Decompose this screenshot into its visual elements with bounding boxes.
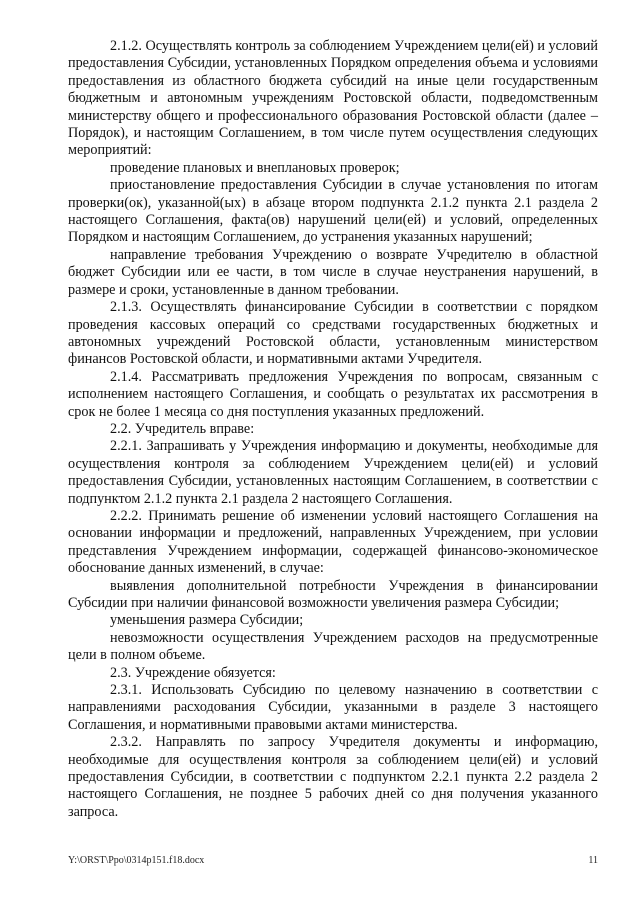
document-body: [68, 38, 598, 821]
paragraph-2-1-2: 2.1.2. Осуществлять контроль за соблюдением Учреждением цели(ей) и условий предоставления Субсидии, установленных Порядком определения объема и условиями предоставления из областного бюджета субсидий на иные цели государственным бюджетным и автономным учреждениям Ростовской области, подведомственным министерству общего и профессионального образования Ростовской области (далее – Порядок), и настоящим Соглашением, в том числе путем осуществления следующих мероприятий:: [68, 38, 598, 159]
paragraph-additional-need: выявления дополнительной потребности Учреждения в финансировании Субсидии при наличии финансовой возможности увеличения размера Субсидии;: [68, 577, 598, 611]
paragraph-2-3-1: 2.3.1. Использовать Субсидию по целевому назначению в соответствии с направлениями расходования Субсидии, указанными в разделе 3 настоящего Соглашения, и нормативными правовыми актами министерства.: [68, 682, 598, 733]
paragraph-impossibility: невозможности осуществления Учреждением расходов на предусмотренные цели в полном объеме.: [68, 629, 598, 664]
paragraph-2-1-3: 2.1.3. Осуществлять финансирование Субсидии в соответствии с порядком проведения кассовых операций со средствами государственных бюджетных и автономных учреждений Ростовской области, установленным министерством финансов Ростовской области, и нормативными актами Учредителя.: [68, 299, 598, 368]
paragraph-2-3: 2.3. Учреждение обязуется:: [110, 664, 276, 681]
paragraph-suspension: приостановление предоставления Субсидии в случае установления по итогам проверки(ок), указанной(ых) в абзаце втором подпункта 2.1.2 пункта 2.1 раздела 2 настоящего Соглашения, факта(ов) нарушений цели(ей) и условий, определенных Порядком и настоящим Соглашением, до устранения указанных нарушений;: [68, 177, 598, 246]
paragraph-2-3-2: 2.3.2. Направлять по запросу Учредителя документы и информацию, необходимые для осуществления контроля за соблюдением цели(ей) и условий предоставления Субсидии, в соответствии с подпунктом 2.2.1 пункта 2.2 раздела 2 настоящего Соглашения, не позднее 5 рабочих дней со дня получения указанного запроса.: [68, 734, 598, 820]
paragraph-2-2: 2.2. Учредитель вправе:: [110, 420, 255, 437]
paragraph-refund-demand: направление требования Учреждению о возврате Учредителю в областной бюджет Субсидии или ее части, в том числе в случае неустранения нарушений, в размере и сроки, установленные в данном требовании.: [68, 246, 598, 298]
paragraph-2-2-1: 2.2.1. Запрашивать у Учреждения информацию и документы, необходимые для осуществления контроля за соблюдением Учреждением цели(ей) и условий предоставления Субсидии, установленных настоящим Соглашением, в соответствии с подпунктом 2.1.2 пункта 2.1 раздела 2 настоящего Соглашения.: [68, 438, 598, 507]
page-number: 11: [588, 855, 598, 866]
paragraph-inspections: проведение плановых и внеплановых проверок;: [110, 159, 400, 176]
paragraph-reduction: уменьшения размера Субсидии;: [110, 612, 304, 629]
paragraph-2-1-4: 2.1.4. Рассматривать предложения Учреждения по вопросам, связанным с исполнением настоящего Соглашения, и сообщать о результатах их рассмотрения в срок не более 1 месяца со дня поступления указанных предложений.: [68, 368, 598, 420]
file-path: Y:\ORST\Ppo\0314p151.f18.docx: [68, 855, 205, 866]
paragraph-2-2-2: 2.2.2. Принимать решение об изменении условий настоящего Соглашения на основании информации и предложений, направленных Учреждением, при условии представления Учреждением информации, содержащей финансово-экономическое обоснование данных изменений, в случае:: [68, 507, 598, 577]
